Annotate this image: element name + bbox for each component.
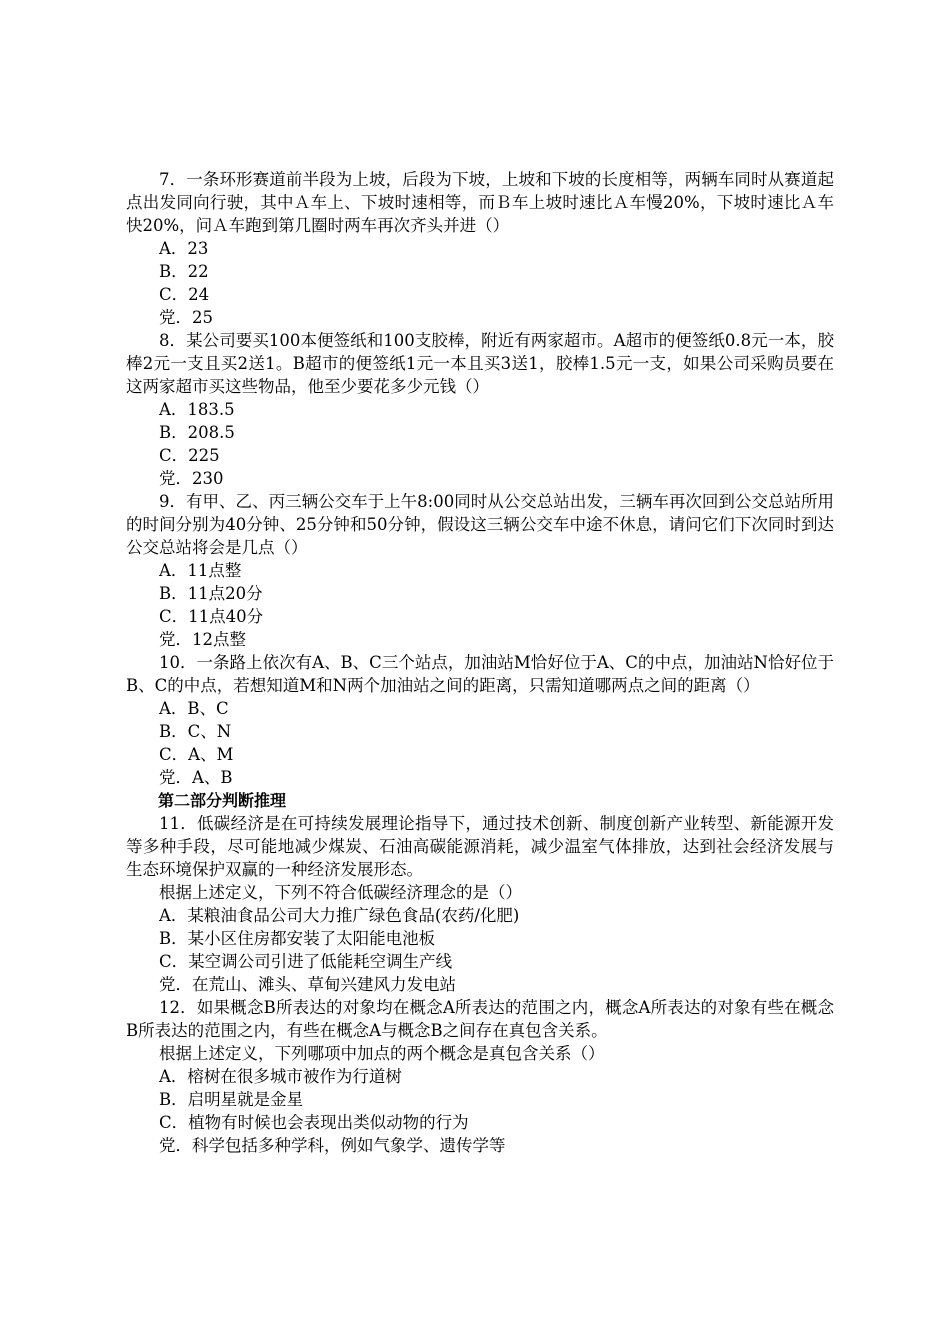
question-7-stem: 7．一条环形赛道前半段为上坡，后段为下坡，上坡和下坡的长度相等，两辆车同时从赛道起点出发同向行驶，其中Ａ车上、下坡时速相等，而Ｂ车上坡时速比Ａ车慢20%，下坡时速比Ａ车快20%，问Ａ车跑到第几圈时两车再次齐头并进（）: [126, 170, 834, 235]
question-12-stem: 12．如果概念B所表达的对象均在概念A所表达的范围之内，概念A所表达的对象有些在概念B所表达的范围之内，有些在概念A与概念B之间存在真包含关系。: [126, 998, 834, 1040]
question-10-option-a: A．B、C: [159, 699, 229, 718]
question-11-option-c: C．某空调公司引进了低能耗空调生产线: [159, 952, 453, 971]
question-7-option-c: C．24: [159, 285, 210, 304]
section-heading: 第二部分判断推理: [158, 791, 287, 810]
document-body: [126, 168, 834, 1157]
question-9-stem: 9．有甲、乙、丙三辆公交车于上午8:00同时从公交总站出发，三辆车再次回到公交总站所用的时间分别为40分钟、25分钟和50分钟，假设这三辆公交车中途不休息，请问它们下次同时到达公交总站将会是几点（）: [126, 492, 834, 557]
question-10-option-c: C．A、M: [159, 745, 234, 764]
question-8-option-b: B．208.5: [159, 423, 235, 442]
question-11-prompt: 根据上述定义，下列不符合低碳经济理念的是（）: [159, 883, 522, 902]
question-7-option-d: 党．25: [159, 308, 213, 327]
question-12-option-b: B．启明星就是金星: [159, 1090, 304, 1109]
question-11-stem: 11．低碳经济是在可持续发展理论指导下，通过技术创新、制度创新产业转型、新能源开发等多种手段，尽可能地减少煤炭、石油高碳能源消耗，减少温室气体排放，达到社会经济发展与生态环境保护双赢的一种经济发展形态。: [126, 814, 834, 879]
question-12-option-d: 党．科学包括多种学科，例如气象学、遗传学等: [159, 1136, 506, 1155]
question-9-option-d: 党．12点整: [159, 630, 246, 649]
question-10-option-d: 党．A、B: [159, 768, 233, 787]
question-9-option-b: B．11点20分: [159, 584, 263, 603]
question-9-option-c: C．11点40分: [159, 607, 264, 626]
question-8-option-a: A．183.5: [159, 400, 235, 419]
question-8-option-d: 党．230: [159, 469, 224, 488]
question-12-option-c: C．植物有时候也会表现出类似动物的行为: [159, 1113, 469, 1132]
question-7-option-b: B．22: [159, 262, 209, 281]
question-10-option-b: B．C、N: [159, 722, 232, 741]
question-7-option-a: A．23: [159, 239, 209, 258]
question-8-stem: 8．某公司要买100本便签纸和100支胶棒，附近有两家超市。A超市的便签纸0.8元一本，胶棒2元一支且买2送1。B超市的便签纸1元一本且买3送1，胶棒1.5元一支，如果公司采购员要在这两家超市买这些物品，他至少要花多少元钱（）: [126, 331, 834, 396]
question-11-option-a: A．某粮油食品公司大力推广绿色食品(农药/化肥): [159, 906, 520, 925]
question-10-stem: 10．一条路上依次有A、B、C三个站点，加油站M恰好位于A、C的中点，加油站N恰好位于B、C的中点，若想知道M和N两个加油站之间的距离，只需知道哪两点之间的距离（）: [126, 653, 834, 695]
question-11-option-b: B．某小区住房都安装了太阳能电池板: [159, 929, 436, 948]
question-8-option-c: C．225: [159, 446, 220, 465]
question-9-option-a: A．11点整: [159, 561, 242, 580]
question-12-option-a: A．榕树在很多城市被作为行道树: [159, 1067, 402, 1086]
question-11-option-d: 党．在荒山、滩头、草甸兴建风力发电站: [159, 975, 456, 994]
question-12-prompt: 根据上述定义，下列哪项中加点的两个概念是真包含关系（）: [159, 1044, 605, 1063]
